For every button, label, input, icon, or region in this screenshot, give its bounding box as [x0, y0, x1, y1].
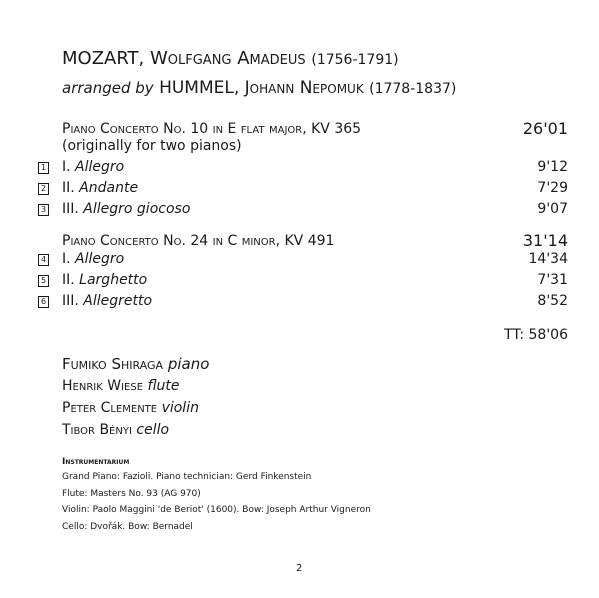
total-time: TT: 58'06 — [504, 327, 568, 343]
instrumentarium-line: Flute: Masters No. 93 (AG 970) — [62, 489, 201, 499]
arranger-name: HUMMEL, Johann Nepomuk — [159, 78, 364, 98]
movement-duration: 7'31 — [537, 272, 568, 288]
performer-name: Peter Clemente — [62, 400, 158, 416]
performer-role: cello — [136, 422, 170, 438]
movement-duration: 8'52 — [537, 293, 568, 309]
movement-row — [38, 293, 568, 313]
performer-role: piano — [167, 355, 210, 373]
track-number: 1 — [38, 162, 49, 174]
movement-name: Larghetto — [79, 272, 148, 288]
instrumentarium-line: Grand Piano: Fazioli. Piano technician: Gerd Finkenstein — [62, 472, 312, 482]
movement-title — [62, 159, 124, 175]
movement-title — [62, 272, 147, 288]
movement-number: III. — [62, 201, 79, 217]
instrumentarium-heading: Instrumentarium — [62, 457, 130, 467]
composer-name: MOZART, Wolfgang Amadeus — [62, 48, 306, 69]
movement-name: Allegretto — [83, 293, 153, 309]
movement-number: III. — [62, 293, 79, 309]
performer — [62, 355, 209, 373]
arranger-line — [62, 78, 456, 98]
performer-name: Henrik Wiese — [62, 378, 144, 394]
movement-number: II. — [62, 180, 75, 196]
work-total-duration: 31'14 — [522, 231, 568, 250]
movement-title — [62, 251, 124, 267]
performer-name: Fumiko Shiraga — [62, 355, 164, 373]
arranger-dates: (1778-1837) — [369, 81, 457, 97]
arranger-prefix: arranged by — [62, 79, 154, 97]
movement-row — [38, 159, 568, 179]
page-number: 2 — [296, 563, 303, 574]
work-total-duration: 26'01 — [522, 119, 568, 138]
work-title: Piano Concerto No. 24 in C minor, KV 491 — [62, 233, 335, 249]
movement-duration: 9'12 — [537, 159, 568, 175]
instrumentarium-line: Violin: Paolo Maggini 'de Beriot' (1600). Bow: Joseph Arthur Vigneron — [62, 505, 371, 515]
track-number: 2 — [38, 183, 49, 195]
track-number: 5 — [38, 275, 49, 287]
performer-role: flute — [147, 378, 180, 394]
movement-duration: 9'07 — [537, 201, 568, 217]
movement-name: Andante — [79, 180, 139, 196]
movement-number: II. — [62, 272, 75, 288]
work-title: Piano Concerto No. 10 in E flat major, KV 365 — [62, 121, 362, 137]
movement-title — [62, 180, 138, 196]
performer — [62, 378, 180, 394]
movement-number: I. — [62, 251, 71, 267]
work-note: (originally for two pianos) — [62, 138, 242, 154]
performer — [62, 400, 199, 416]
movement-number: I. — [62, 159, 71, 175]
composer-dates: (1756-1791) — [311, 52, 399, 68]
movement-row — [38, 201, 568, 221]
track-number: 6 — [38, 296, 49, 308]
track-number: 4 — [38, 254, 49, 266]
movement-name: Allegro — [75, 159, 125, 175]
movement-duration: 14'34 — [528, 251, 568, 267]
performer-name: Tibor Bényi — [62, 422, 132, 438]
movement-row — [38, 251, 568, 271]
movement-duration: 7'29 — [537, 180, 568, 196]
movement-row — [38, 180, 568, 200]
movement-title — [62, 201, 190, 217]
track-number: 3 — [38, 204, 49, 216]
movement-name: Allegro giocoso — [83, 201, 191, 217]
movement-row — [38, 272, 568, 292]
movement-title — [62, 293, 152, 309]
instrumentarium-line: Cello: Dvořák. Bow: Bernadel — [62, 522, 193, 532]
movement-name: Allegro — [75, 251, 125, 267]
performer — [62, 422, 169, 438]
performer-role: violin — [161, 400, 199, 416]
composer-line — [62, 48, 399, 69]
